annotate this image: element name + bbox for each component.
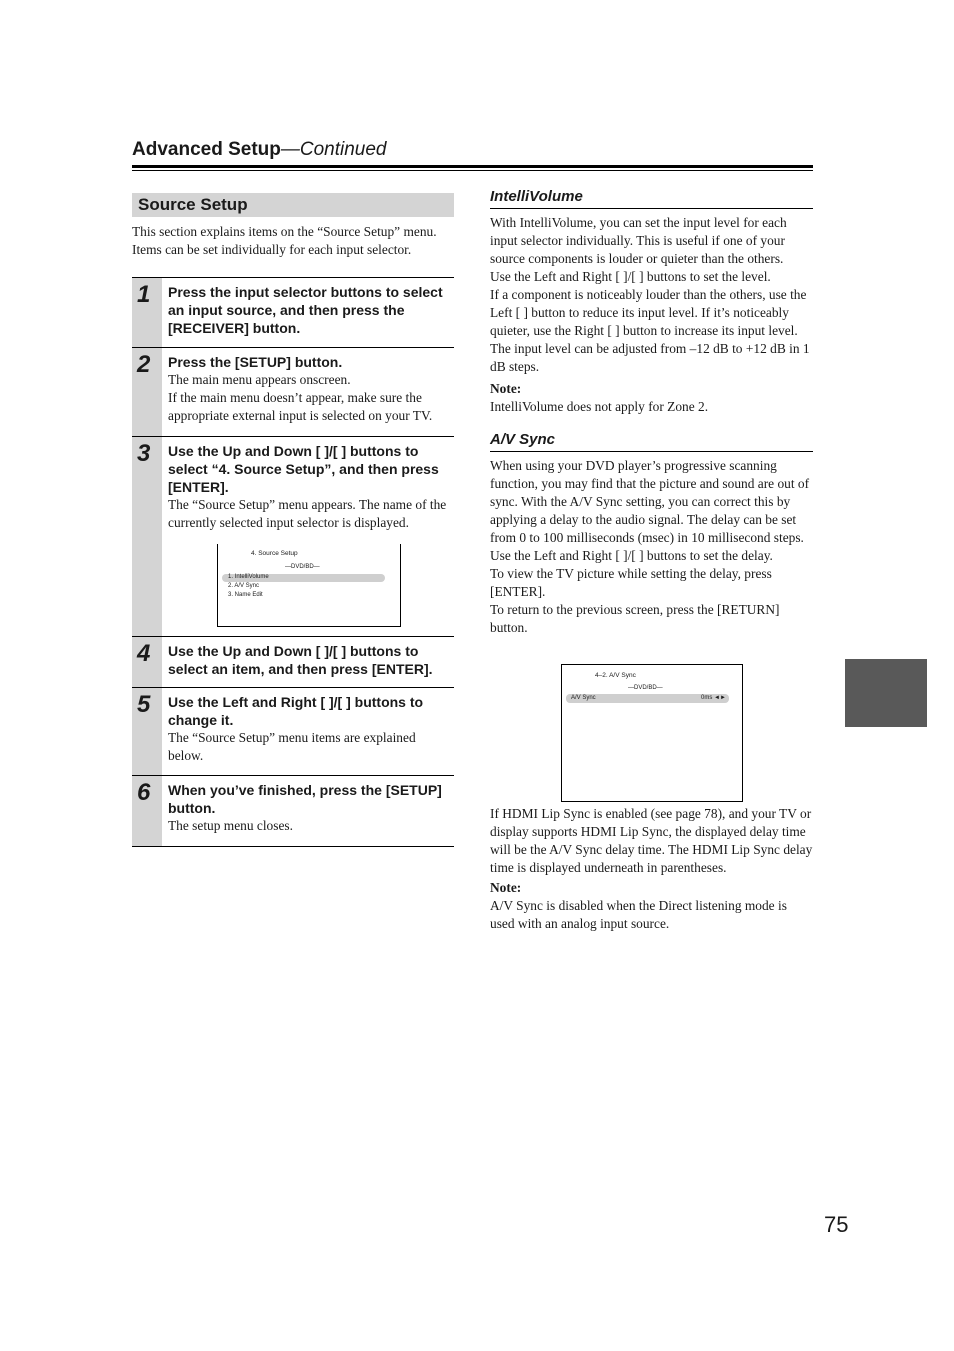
av-sync-note: A/V Sync is disabled when the Direct listening mode is used with an analog input source. [490,898,787,931]
av-sync-after [490,805,813,933]
step-heading: Press the input selector buttons to select an input source, and then press the [RECEIVER] button. [168,284,443,336]
step-4 [132,636,454,687]
step-2 [132,347,454,436]
av-sync-section [490,431,813,637]
step-5 [132,687,454,775]
screen-title: 4–2. A/V Sync [595,672,636,679]
intellivolume-title: IntelliVolume [490,188,583,205]
note-label: Note: [490,880,522,895]
step-heading: Press the [SETUP] button. [168,354,343,370]
av-sync-p5: If HDMI Lip Sync is enabled (see page 78), and your TV or display supports HDMI Lip Sync, the displayed delay time will be the A/V Sync delay time. The HDMI Lip Sync delay time is displayed underneath in parentheses. [490,806,813,875]
intellivolume-note: IntelliVolume does not apply for Zone 2. [490,399,709,414]
av-sync-label: A/V Sync [571,695,596,701]
section-title-bar [132,193,454,217]
av-sync-title: A/V Sync [490,431,556,448]
step-number: 2 [132,348,162,436]
step-text: The “Source Setup” menu items are explained below. [168,730,416,763]
step-text: The “Source Setup” menu appears. The name of the currently selected input selector is displayed. [168,497,447,530]
intellivolume-section [490,188,813,416]
page-header [132,139,387,161]
header-rule-thin [132,170,813,171]
step-number: 6 [132,776,162,846]
step-heading: Use the Left and Right [ ]/[ ] buttons to change it. [168,694,424,728]
step-heading: Use the Up and Down [ ]/[ ] buttons to select “4. Source Setup”, and then press [ENTER]. [168,443,439,495]
step-number: 4 [132,637,162,687]
screen-title: 4. Source Setup [251,550,298,557]
header-continued: —Continued [280,139,387,160]
menu-item-intellivolume: 1. IntelliVolume [228,574,269,580]
section-title: Source Setup [138,195,248,214]
step-number: 5 [132,688,162,775]
av-sync-p2: Use the Left and Right [ ]/[ ] buttons to set the delay. [490,548,773,563]
menu-item-av-sync: 2. A/V Sync [228,583,260,589]
header-title: Advanced Setup [132,139,281,160]
av-sync-p4: To return to the previous screen, press the [RETURN] button. [490,602,780,635]
source-setup-screen [217,544,401,627]
section-intro: This section explains items on the “Source Setup” menu. Items can be set individually for each input selector. [132,224,437,257]
intellivolume-p1: With IntelliVolume, you can set the input level for each input selector individually. This is useful if one of your source components is louder or quieter than the others. [490,215,787,266]
intellivolume-p3: If a component is noticeably louder than the others, use the Left [ ] button to reduce its input level. If it’s noticeably quieter, use the Right [ ] button to increase its input level. The input level can be adjusted from –12 dB to +12 dB in 1 dB steps. [490,287,810,374]
step-number: 1 [132,278,162,347]
av-sync-p3: To view the TV picture while setting the delay, press [ENTER]. [490,566,772,599]
av-sync-screen [561,664,743,802]
step-3 [132,436,454,636]
step-number: 3 [132,437,162,636]
step-text: The main menu appears onscreen. [168,372,351,387]
step-text: The setup menu closes. [168,818,293,833]
header-rule [132,165,813,168]
steps-table [132,277,454,847]
menu-item-name-edit: 3. Name Edit [228,592,263,598]
screen-source: —DVD/BD— [628,685,663,691]
step-6 [132,775,454,847]
chapter-tab [845,659,927,727]
av-sync-value: 0ms ◄► [701,695,726,701]
subhead-rule [490,451,813,452]
step-heading: When you’ve finished, press the [SETUP] button. [168,782,442,816]
note-label: Note: [490,381,522,396]
step-text: If the main menu doesn’t appear, make sure the appropriate external input is selected on your TV. [168,390,433,423]
av-sync-p1: When using your DVD player’s progressive scanning function, you may find that the picture and sound are out of sync. With the A/V Sync setting, you can correct this by applying a delay to the audio signal. The delay can be set from 0 to 100 milliseconds (msec) in 10 millisecond steps. [490,458,810,545]
intellivolume-p2: Use the Left and Right [ ]/[ ] buttons to set the level. [490,269,771,284]
screen-source: —DVD/BD— [285,564,320,570]
subhead-rule [490,208,813,209]
page-number: 75 [824,1212,849,1237]
step-1 [132,277,454,347]
step-heading: Use the Up and Down [ ]/[ ] buttons to select an item, and then press [ENTER]. [168,643,433,677]
